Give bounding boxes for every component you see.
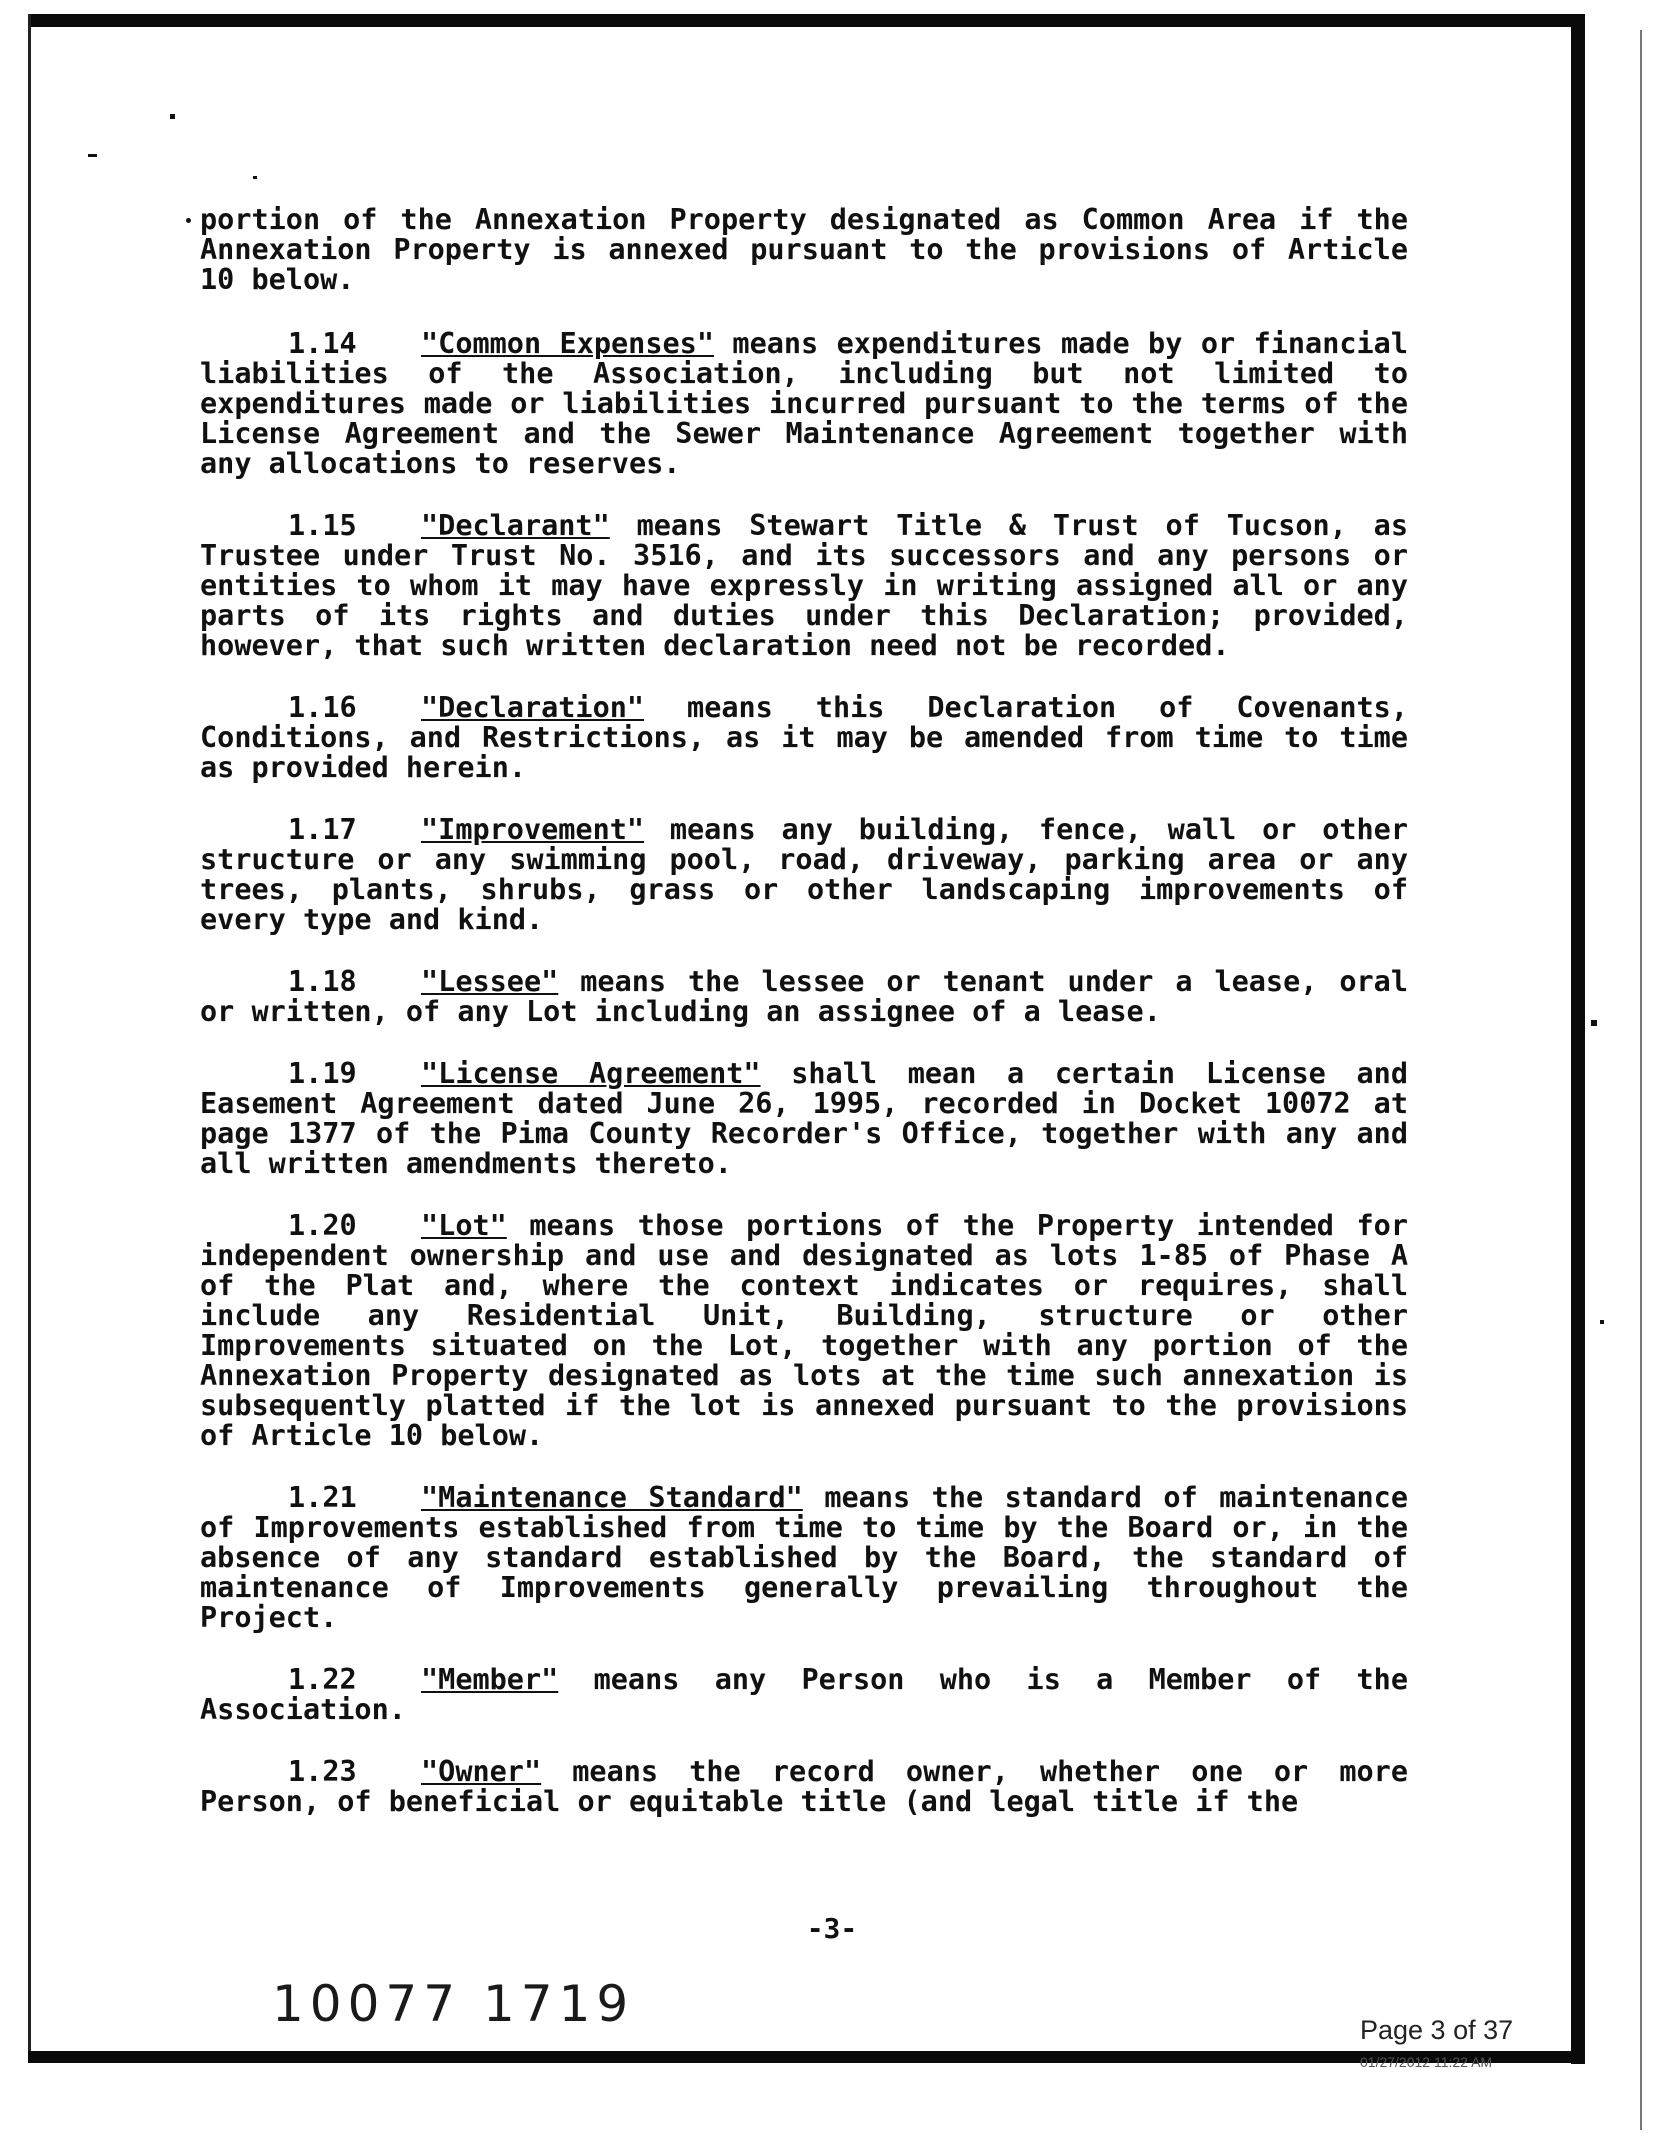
defined-term: "Maintenance Standard" bbox=[421, 1481, 803, 1514]
definition-1-14 bbox=[200, 329, 1408, 479]
section-number: 1.20 bbox=[288, 1209, 357, 1242]
definition-1-23 bbox=[200, 1757, 1408, 1817]
defined-term: "Lot" bbox=[421, 1209, 507, 1242]
definition-text: means this Declaration of Covenants, Conditions, and Restrictions, as it may be amended from time to time as provided herein. bbox=[200, 691, 1408, 784]
definition-1-15 bbox=[200, 511, 1408, 661]
section-number: 1.15 bbox=[288, 509, 357, 542]
section-number: 1.23 bbox=[288, 1755, 357, 1788]
defined-term: "Improvement" bbox=[421, 813, 645, 846]
definition-text: means expenditures made by or financial liabilities of the Association, including but not limited to expenditures made or liabilities incurred pursuant to the terms of the License Agreement and the Sewer Maintenance Agreement together with any allocations to reserves. bbox=[200, 327, 1408, 480]
scan-border-top bbox=[28, 14, 1583, 27]
section-number: 1.22 bbox=[288, 1663, 357, 1696]
section-number: 1.19 bbox=[288, 1057, 357, 1090]
definition-text: means the standard of maintenance of Improvements established from time to time by the Board or, in the absence of any standard established by the Board, the standard of maintenance of Improvements generally prevailing throughout the Project. bbox=[200, 1481, 1408, 1634]
definition-text: means those portions of the Property intended for independent ownership and use and designated as lots 1-85 of Phase A of the Plat and, where the context indicates or requires, shall include any Residential Unit, Building, structure or other Improvements situated on the Lot, together with any portion of the Annexation Property designated as lots at the time such annexation is subsequently platted if the lot is annexed pursuant to the provisions of Article 10 below. bbox=[200, 1209, 1408, 1452]
definition-text: shall mean a certain License and Easement Agreement dated June 26, 1995, recorded in Docket 10072 at page 1377 of the Pima County Recorder's Office, together with any and all written amendments thereto. bbox=[200, 1057, 1408, 1180]
page-count: Page 3 of 37 bbox=[1360, 2015, 1514, 2045]
scan-edge-line bbox=[1640, 30, 1642, 2130]
print-timestamp: 01/27/2012 11:22 AM bbox=[1360, 2054, 1493, 2070]
definition-1-20 bbox=[200, 1211, 1408, 1451]
defined-term: "License Agreement" bbox=[421, 1057, 761, 1090]
definition-1-18 bbox=[200, 967, 1408, 1027]
continuation-paragraph: portion of the Annexation Property designated as Common Area if the Annexation Property is annexed pursuant to the provisions of Article 10 below. bbox=[200, 203, 1408, 296]
section-number: 1.17 bbox=[288, 813, 357, 846]
definition-1-19 bbox=[200, 1059, 1408, 1179]
defined-term: "Lessee" bbox=[421, 965, 559, 998]
docket-page-stamp: 10077 1719 bbox=[272, 1975, 635, 2033]
definition-text: means the record owner, whether one or more Person, of beneficial or equitable title (and legal title if the bbox=[200, 1755, 1408, 1818]
section-number: 1.14 bbox=[288, 327, 357, 360]
defined-term: "Member" bbox=[421, 1663, 559, 1696]
scan-border-left bbox=[28, 14, 31, 2063]
definition-text: means any building, fence, wall or other structure or any swimming pool, road, driveway, parking area or any trees, plants, shrubs, grass or other landscaping improvements of every type and kind. bbox=[200, 813, 1408, 936]
defined-term: "Common Expenses" bbox=[421, 327, 714, 360]
definition-text: means Stewart Title & Trust of Tucson, as Trustee under Trust No. 3516, and its successors and any persons or entities to whom it may have expressly in writing assigned all or any parts of its rights and duties under this Declaration; provided, however, that such written declaration need not be recorded. bbox=[200, 509, 1408, 662]
definition-text: means the lessee or tenant under a lease, oral or written, of any Lot including an assignee of a lease. bbox=[200, 965, 1408, 1028]
defined-term: "Declarant" bbox=[421, 509, 610, 542]
definition-1-17 bbox=[200, 815, 1408, 935]
document-body bbox=[200, 205, 1408, 1849]
scan-border-right bbox=[1571, 14, 1585, 2064]
defined-term: "Owner" bbox=[421, 1755, 542, 1788]
defined-term: "Declaration" bbox=[421, 691, 645, 724]
section-number: 1.21 bbox=[288, 1481, 357, 1514]
bullet-mark bbox=[186, 218, 191, 223]
definition-1-22 bbox=[200, 1665, 1408, 1725]
definition-1-21 bbox=[200, 1483, 1408, 1633]
definition-text: means any Person who is a Member of the Association. bbox=[200, 1663, 1408, 1726]
page-number: -3- bbox=[806, 1912, 858, 1945]
scan-border-bottom bbox=[28, 2051, 1585, 2063]
definition-1-16 bbox=[200, 693, 1408, 783]
section-number: 1.18 bbox=[288, 965, 357, 998]
section-number: 1.16 bbox=[288, 691, 357, 724]
